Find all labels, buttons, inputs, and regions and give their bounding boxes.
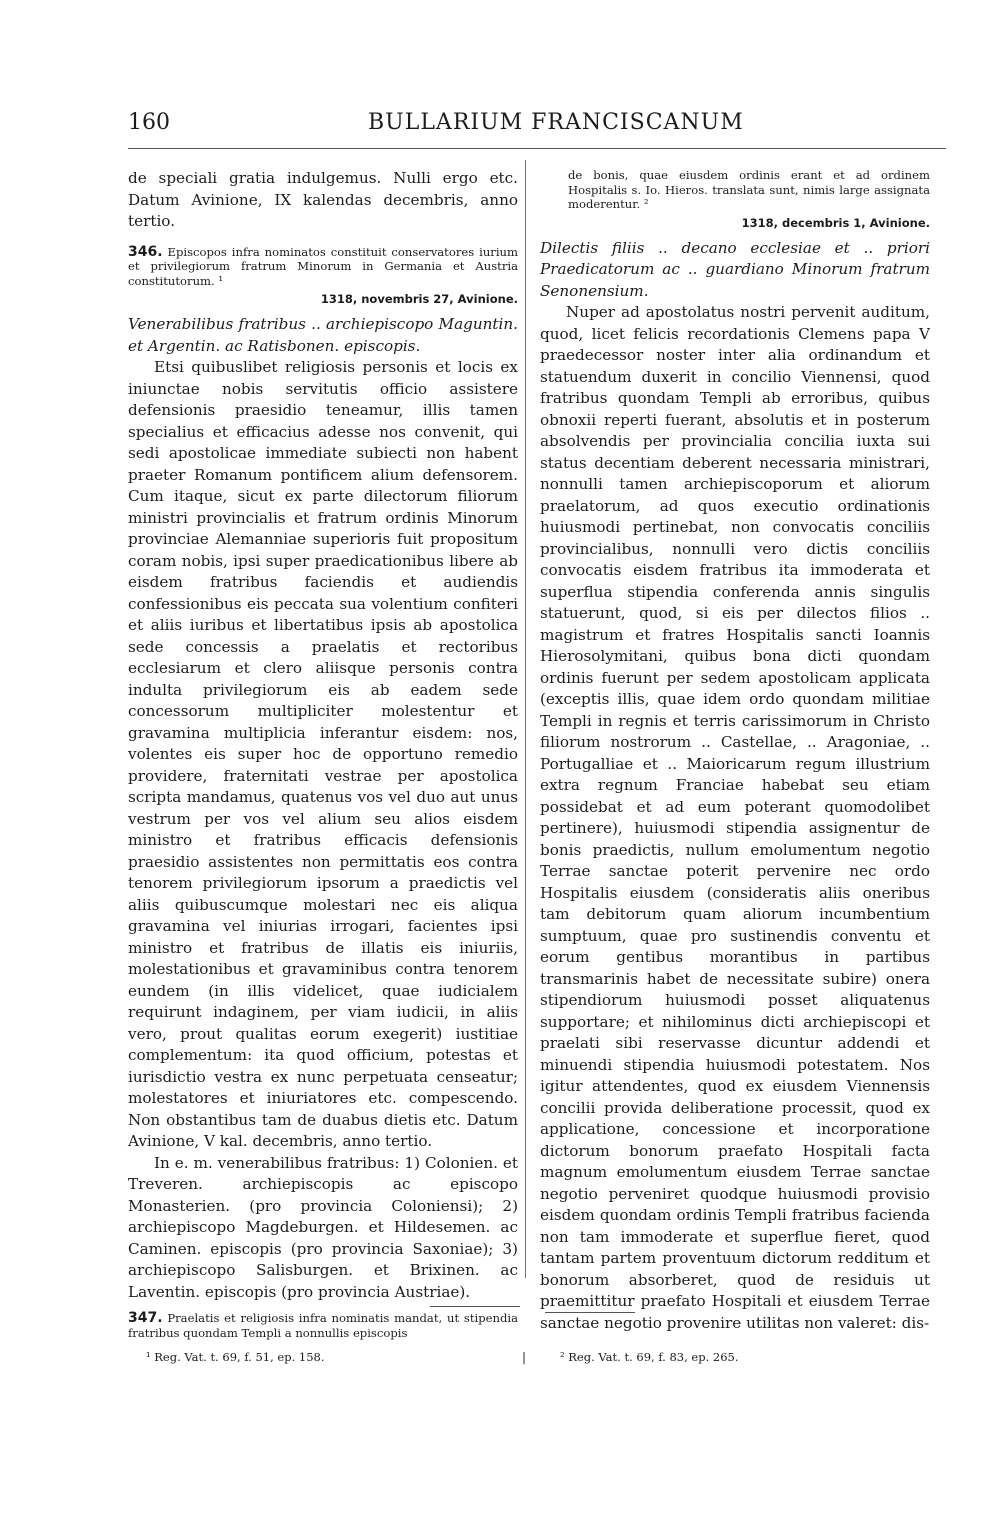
running-title: BULLARIUM FRANCISCANUM — [368, 110, 744, 135]
doc-347-address: Dilectis filiis .. decano ecclesiae et .. priori Praedicatorum ac .. guardiano Minorum fratrum Senonensium. — [540, 238, 930, 300]
header-rule — [128, 148, 946, 149]
footnote-separator: | — [522, 1350, 527, 1364]
doc-347-number: 347. — [128, 1310, 163, 1326]
footnote-right: ² Reg. Vat. t. 69, f. 83, ep. 265. — [560, 1350, 739, 1364]
doc-346-summary — [128, 245, 518, 289]
doc-347-body: Nuper ad apostolatus nostri pervenit auditum, quod, licet felicis recordationis Clemens papa V praedecessor noster inter alia ordinandum et statuendum duxerit in concilio Viennensi, quod fratribus quondam Templi ab erroribus, quibus obnoxii reperti fuerant, absolutis et in posterum absolvendis per provincialia concilia iuxta sui status decentiam deberent necessaria ministrari, nonnulli tamen archiepiscoporum et aliorum praelatorum, ad quos executio ordinationis huiusmodi pertinebat, non convocatis conciliis provincialibus, nonnulli vero dictis conciliis convocatis eisdem fratribus ita immoderata et superflua stipendia conferenda annis singulis statuerunt, quod, si eis per dilectos filios .. magistrum et fratres Hospitalis sancti Ioannis Hierosolymitani, quibus bona dicti quondam ordinis fuerunt per sedem apostolicam applicata (exceptis illis, quae idem ordo quondam militiae Templi in regnis et terris carissimorum in Christo filiorum nostrorum .. Castellae, .. Aragoniae, .. Portugalliae et .. Maioricarum regum illustrium extra regnum Franciae habebat seu etiam possidebat et ad eum poterant quomodolibet pertinere), huiusmodi stipendia assignentur de bonis praedictis, nullum emolumentum negotio Terrae sanctae poterit pervenire nec ordo Hospitalis eiusdem (consideratis aliis oneribus tam debitorum quam aliorum incumbentium sumptuum, quae pro sustinendis conventu et eorum gentibus morantibus in partibus transmarinis habet de necessitate subire) onera stipendiorum huiusmodi posset aliquatenus supportare; et nihilominus dicti archiepiscopi et praelati sibi reservasse dicuntur addendi et minuendi stipendia huiusmodi potestatem. Nos igitur attendentes, quod ex eiusdem Viennensis concilii provida deliberatione processit, quod ex applicatione, concessione et incorporatione dictorum bonorum praefato Hospitali facta magnum emolumentum eiusdem Terrae sanctae negotio perveniret quodque huiusmodi provisio eisdem quondam ordinis Templi fratribus facienda non tam immoderate et superflue fieret, quod tantam partem proventuum dictorum redditum et bonorum absorberet, quod de residuis ut praemittitur praefato Hospitali et eiusdem Terrae sanctae negotio provenire utilitas non valeret: dis- — [540, 303, 930, 1332]
doc-346-in-eundem-modum: In e. m. venerabilibus fratribus: 1) Colonien. et Treveren. archiepiscopis ac episcopo Monasterien. (pro provincia Coloniensi); 2) archiepiscopo Magdeburgen. et Hildesemen. ac Caminen. episcopis (pro provincia Saxoniae); 3) archiepiscopo Salisburgen. et Brixinen. ac Laventin. episcopis (pro provincia Austriae). — [128, 1153, 518, 1301]
doc-346-summary-text: Episcopos infra nominatos constituit conservatores iurium et privilegiorum fratrum Minorum in Germania et Austria constitutorum. ¹ — [128, 244, 519, 288]
footnote-left: ¹ Reg. Vat. t. 69, f. 51, ep. 158. — [146, 1350, 325, 1364]
left-column — [128, 168, 518, 1340]
doc-346-address: Venerabilibus fratribus .. archiepiscopo Maguntin. et Argentin. ac Ratisbonen. episcopis. — [128, 315, 518, 355]
doc-347-summary — [128, 1311, 518, 1340]
right-column — [540, 168, 930, 1334]
doc-347-summary-continued: de bonis, quae eiusdem ordinis erant et ad ordinem Hospitalis s. Io. Hieros. translata sunt, nimis large assignata moderentur. ² — [568, 168, 930, 211]
footnote-rule-left — [430, 1306, 520, 1307]
doc-346-body: Etsi quibuslibet religiosis personis et locis ex iniunctae nobis servitutis officio assistere defensionis praesidio teneamur, illis tamen specialius et efficacius adesse nos convenit, qui sedi apostolicae immediate subiecti non habent praeter Romanum pontificem alium defensorem. Cum itaque, sicut ex parte dilectorum filiorum ministri provincialis et fratrum ordinis Minorum provinciae Alemanniae superioris fuit propositum coram nobis, ipsi super praedicationibus libere ab eisdem fratribus faciendis et audiendis confessionibus eis peccata sua volentium confiteri et aliis iuribus et libertatibus ipsis ab apostolica sede concessis a praelatis et rectoribus ecclesiarum et clero aliisque personis contra indulta privilegiorum eis ab eadem sede concessorum multipliciter molestentur et gravamina multiplicia inferantur eisdem: nos, volentes eis super hoc de opportuno remedio providere, fraternitati vestrae per apostolica scripta mandamus, quatenus vos vel duo aut unus vestrum per vos vel alium seu alios eisdem ministro et fratribus efficacis defensionis praesidio assistentes non permittatis eos contra tenorem privilegiorum ipsorum a praedictis vel aliis quibuscumque molestari nec eis aliqua gravamina vel iniurias irrogari, facientes ipsi ministro et fratribus de illatis eis iniuriis, molestationibus et gravaminibus contra tenorem eundem (in illis videlicet, quae iudicialem requirunt indaginem, per viam iudicii, in aliis vero, prout qualitas eorum exegerit) iustitiae complementum: ita quod officium, potestas et iurisdictio vestra ex nunc perpetuata censeatur; molestatores et iniuriatores etc. compescendo. Non obstantibus tam de duabus dietis etc. Datum Avinione, V kal. decembris, anno tertio. — [128, 358, 518, 1150]
opening-text: de speciali gratia indulgemus. Nulli ergo etc. Datum Avinione, IX kalendas decembris, anno tertio. — [128, 169, 518, 230]
doc-347-summary-text: Praelatis et religiosis infra nominatis mandat, ut stipendia fratribus quondam Templi a nonnullis episcopis — [128, 1311, 518, 1340]
page-header — [128, 110, 946, 144]
column-divider — [525, 160, 526, 1278]
doc-347-date: 1318, decembris 1, Avinione. — [741, 215, 930, 230]
page-number: 160 — [128, 110, 170, 135]
footnote-rule-right — [545, 1312, 635, 1313]
doc-346-date: 1318, novembris 27, Avinione. — [320, 292, 518, 306]
doc-346-number: 346. — [128, 243, 163, 260]
